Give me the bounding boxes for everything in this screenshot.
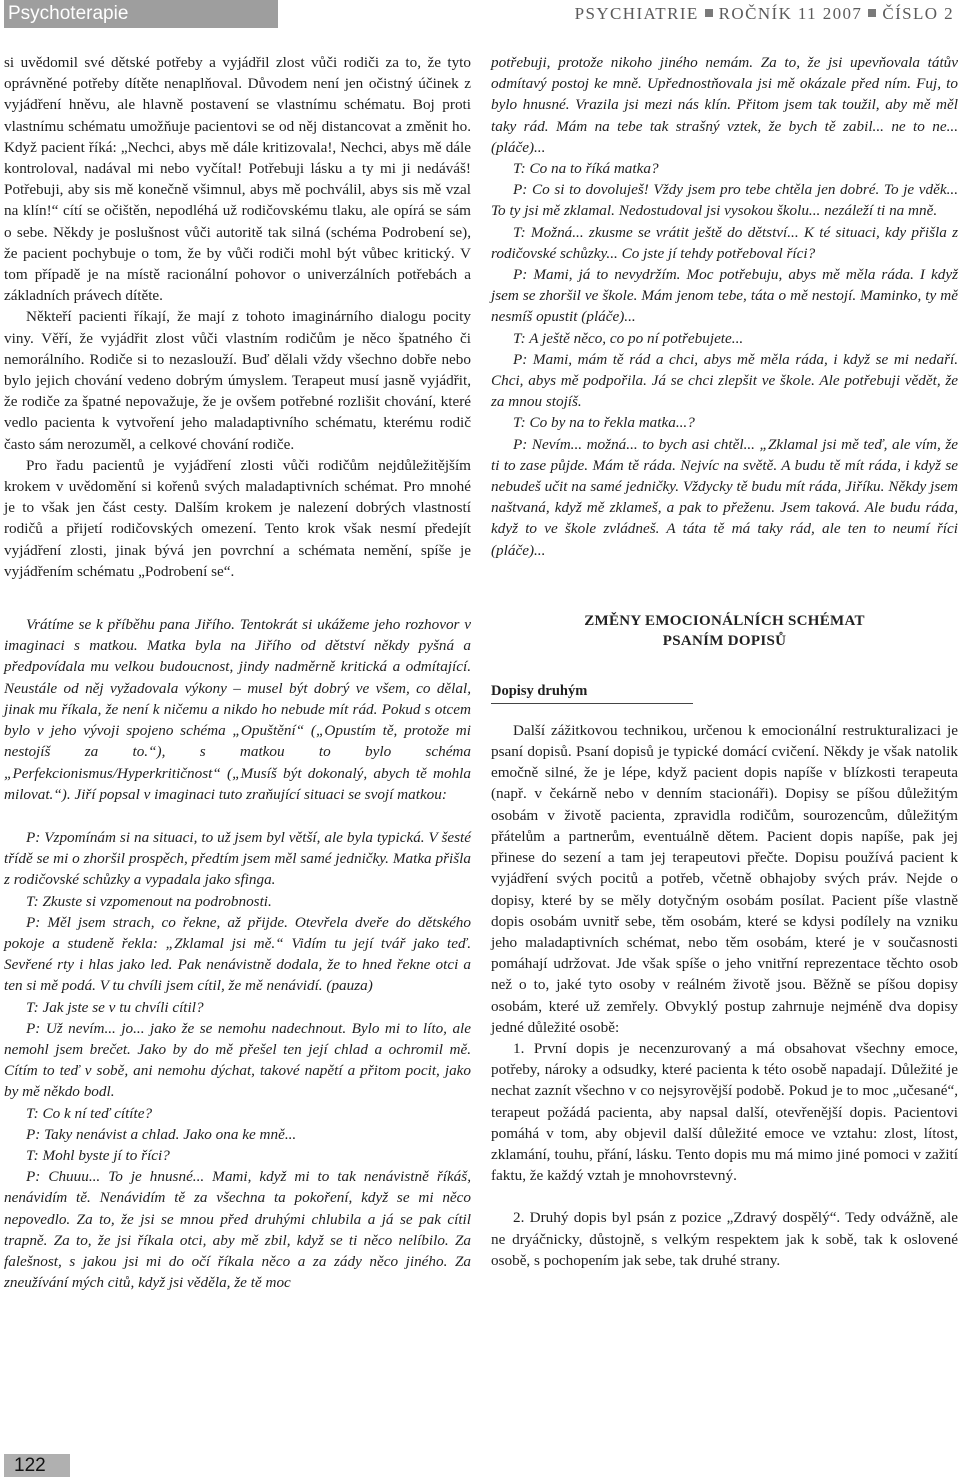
journal-issue-info	[575, 0, 954, 28]
paragraph: Další zážitkovou technikou, určenou k emocionální restrukturalizaci je psaní dopisů. Psaní dopisů je typické domácí cvičení. Někdy je však natolik emočně silné, že je lépe, když pacient dopis napíše v blízkosti terapeuta (např. v čekárně nebo v denním stacionáři). Dopisy se píšou důležitým osobám v životě pacienta, zpravidla rodičům, sourozencům, důležitým přátelům a partnerům, eventuálně dětem. Pacient dopis napíše, pak jej přinese do sezení a tam jej terapeutovi přečte. Dopisu používá pacient k vyjádření svých pocitů a potřeb, včetně obhajoby svých práv. Nejde o dopisy, které by se měly dotyčným osobám posílat. Pacient píše vlastně dopis osobám uvnitř sebe, těm osobám, které se kdysi podílely na vzniku jeho maladaptivních schémat, nebo těm osobám, které je v současnosti pomáhají udržovat. Jde však spíše o jeho vnitřní reprezentace těchto osob než o to, jaké tyto osoby v reálném životě jsou. Běžně se píšou dopisy osobám, které už zemřely. Obvyklý postup zahrnuje nejméně dva dopisy jedné důležité osobě:	[491, 721, 958, 1036]
spacer	[491, 561, 958, 611]
paragraph: si uvědomil své dětské potřeby a vyjádřil zlost vůči rodiči za to, že tyto oprávněné potřeby dítěte nenaplňoval. Důvodem není jen očistný účinek z vyjádření hněvu, ale hlavně postavení se vlastnímu schématu. Boj proti vlastnímu schématu umožňuje pacientovi se od něj distancovat a změnit ho. Když pacient říká: „Nechci, abys mě dále kritizovala!, Nechci, abys mě dále kontroloval, nadával mi nebo vyčítal! Potřebuji lásku a ty mi ji nedáváš! Potřebuji, aby sis mě konečně všimnul, abys mě pochválil, abys sis mě vzal na klín!“ cítí se očištěn, nepodléhá už rodičovskému tlaku, ale opírá se sám o sebe. Někdy je poslušnost vůči autoritě tak silná (schéma Podrobení se), že pacient pochybuje o tom, že by vůči rodiči mohl být vůbec kritický. V tom případě je na místě racionální pohovor o univerzálních potřebách a základních právech dítěte.	[4, 54, 471, 305]
spacer	[491, 704, 958, 720]
case-intro-paragraph: Vrátíme se k příběhu pana Jiřího. Tentokrát si ukážeme jeho rozhovor v imaginaci s matkou. Matka byla na Jiřího od dětství někdy pyšná a předpovídala mu velkou budoucnost, jindy nadměrně kritická a odmítající. Neustále od něj vyžadovala výkony – musel být dobrý ve všem, co dělal, jinak mu říkala, že není k ničemu a nikdo ho nebude mít rád. Pokud s otcem bylo v jeho vývoji spojeno schéma „Opuštění“ („Opustím tě, protože mi nestojíš za to.“), s matkou to bylo schéma „Perfekcionismus/Hyperkritičnost“ („Musíš být dokonalý, abych tě mohla milovat.“). Jiří popsal v imaginaci tuto zraňující situaci se svojí matkou:	[4, 616, 471, 803]
section-heading-line-2: PSANÍM DOPISŮ	[662, 632, 787, 649]
numbered-paragraph: 2. Druhý dopis byl psán z pozice „Zdravý dospělý“. Tedy odvážně, ale ne dryáčnicky, důstojně, s velkým respektem jak k sobě, tak k oslovené osobě, s pochopením jak sebe, tak druhé strany.	[491, 1209, 958, 1269]
paragraph: Pro řadu pacientů je vyjádření zlosti vůči rodičům nejdůležitějším krokem v uvědomění si kořenů svých maladaptivních schémat. Pro mnohé je to však jen část cesty. Dalším krokem je nalezení dobrých vlastností rodičů a přijetí rodičovských omezení. Tento krok však nesmí předejít vyjádření zlosti, jinak bývá jen povrchní a schémata nemění, spíše je vyjádřením schématu „Podrobení se“.	[4, 456, 471, 580]
spacer	[4, 582, 471, 614]
right-column	[491, 52, 958, 1271]
dialogue-line: P: Už nevím... jo... jako že se nemohu nadechnout. Bylo mi to líto, ale nemohl jsem brečet. Jako by do mě přešel ten její chlad a ochromil mě. Cítím to teď v sobě, ani nemohu dýchat, takové napětí a přitom pocit, jako by mě někdo bodl.	[4, 1019, 471, 1101]
section-name: PSYCHIATRIE	[574, 4, 699, 23]
separator-square-icon	[868, 9, 876, 17]
subheading	[491, 679, 958, 704]
dialogue-line: T: Možná... zkusme se vrátit ještě do dětství... K té situaci, kdy přišla z rodičovské schůzky... Co jste jí tehdy potřeboval říci?	[491, 223, 958, 262]
year: 2007	[822, 4, 863, 23]
spacer	[491, 1186, 958, 1207]
dialogue-line: P: Nevím... možná... to bych asi chtěl... „Zklamal jsi mě teď, ale vím, že ti to zase půjde. Mám tě ráda. Nejvíc na světě. A budu tě mít ráda, i když se nebudeš učit na samé jedničky. Vždycky tě budu mít ráda, Jiříku. Někdy jsem naštvaná, když mě zklameš, a pak to přeženu. Jsem taková. Ale budu ráda, když to ve škole zvládneš. A táta tě má taky rád, ale ten to neumí říci (pláče)...	[491, 435, 958, 559]
volume: ROČNÍK 11	[718, 4, 818, 23]
spacer	[4, 805, 471, 827]
numbered-paragraph: 1. První dopis je necenzurovaný a má obsahovat všechny emoce, potřeby, nároky a odsudky, které pacienta k této osobě napadají. Důležité je nechat zaznít všechno v co nejsyrovější podobě. Pokud je to moc „učesané“, terapeut požádá pacienta, aby napsal další, otevřenější dopis. Pacientovi pomáhá v tom, aby objevil další důležité emoce ve vztahu: zlost, lítost, zklamání, touhu, přání, lásku. Tento dopis mu má mimo jiné pomoci v zažití faktu, že každý vztah je mnohovrstevný.	[491, 1039, 958, 1185]
dialogue-line: P: Mami, já to nevydržím. Moc potřebuju, abys mě měla ráda. I když jsem se zhoršil ve škole. Mám jenom tebe, táta o mě nestojí. Maminko, ty mě nesmíš opustit (pláče)...	[491, 266, 958, 326]
dialogue-line: T: Jak jste se v tu chvíli cítil?	[26, 998, 204, 1016]
dialogue-line: T: Mohl byste jí to říci?	[26, 1146, 170, 1164]
issue: ČÍSLO 2	[882, 4, 954, 23]
dialogue-line: potřebuji, protože nikoho jiného nemám. Za to, že jsi upevňovala tátův odmítavý postoj ke mně. Upřednostňovala jsi mě okázale před ním. Fuj, to bylo hnusné. Vrazila jsi mezi nás klín. Přitom jsem tak toužil, aby mě měl taky rád. Mám na tebe tak strašný vztek, že bych tě zabil... ne to ne... (pláče)...	[491, 54, 958, 156]
separator-square-icon	[705, 9, 713, 17]
dialogue-line: T: Co na to říká matka?	[513, 160, 659, 178]
dialogue-line: P: Vzpomínám si na situaci, to už jsem byl větší, ale byla typická. V šesté třídě se mi o zhoršil prospěch, předtím jsem měl samé jedničky. Matka přišla z rodičovské schůzky a vypadala jako sfinga.	[4, 828, 471, 889]
dialogue-line: P: Co si to dovoluješ! Vždy jsem pro tebe chtěla jen dobré. To je vděk... To ty jsi mě zklamal. Nedostudoval jsi vysokou školu... nezáleží ti na mně.	[491, 181, 958, 220]
dialogue-line: P: Chuuu... To je hnusné... Mami, když mi to tak nenávistně říkáš, nenávidím tě. Nenávidím tě za všechna ta pokoření, když se mi něco nepovedlo. Za to, že jsi se mnou před druhými chlubila a já se pak cítil trapně. Za to, že jsi říkala otci, aby mě zbil, když se ti něco nelíbilo. Za falešnost, s jakou jsi mi do očí říkala něco a za zády něco jiného. Za zneužívání mých citů, když jsi věděla, že tě moc	[4, 1168, 471, 1292]
dialogue-line: T: Zkuste si vzpomenout na podrobnosti.	[26, 892, 272, 910]
dialogue-line: T: Co k ní teď cítíte?	[26, 1104, 153, 1122]
section-heading	[491, 611, 958, 651]
dialogue-line: T: Co by na to řekla matka...?	[513, 414, 695, 432]
spacer	[491, 651, 958, 679]
dialogue-line: P: Mami, mám tě rád a chci, abys mě měla ráda, i když se mi nedaří. Chci, abys mě podpořila. Já se chci zlepšit ve škole. Ale potřebuji vědět, že za mnou stojíš.	[491, 350, 958, 411]
section-heading-line-1: ZMĚNY EMOCIONÁLNÍCH SCHÉMAT	[584, 612, 865, 629]
paragraph: Někteří pacienti říkají, že mají z tohoto imaginárního dialogu pocity viny. Věří, že vyjádřit zlost vůči vlastním rodičům je něco špatného či nemorálního. Rodiče si to nezaslouží. Buď dělali vždy všechno dobře nebo bylo jejich chování vedeno dobrým úmyslem. Terapeut musí jasně vyjádřit, že rodiče za špatné nepovažuje, že je ovšem potřebné rozlišit chování, které vedlo pacienta k vytvoření jeho maladaptivního schématu, kterému rodič často sám nerozuměl, a celkové chování rodiče.	[4, 308, 471, 453]
dialogue-line: P: Měl jsem strach, co řekne, až přijde. Otevřela dveře do dětského pokoje a studeně řekla: „Zklamal jsi mě.“ Vidím tu její tvář jako teď. Sevřené rty i hlas jako led. Pak nenávistně dodala, že to hned řekne otci a ten si mě podá. V tu chvíli jsem cítil, že mě nenávidí. (pauza)	[4, 913, 471, 995]
page-number: 122	[4, 1454, 70, 1477]
dialogue-line: T: A ještě něco, co po ní potřebujete...	[513, 329, 744, 347]
left-column	[4, 52, 471, 1293]
journal-name: Psychoterapie	[4, 0, 278, 28]
dialogue-line: P: Taky nenávist a chlad. Jako ona ke mně...	[26, 1125, 297, 1143]
subheading-text: Dopisy druhým	[491, 679, 693, 704]
